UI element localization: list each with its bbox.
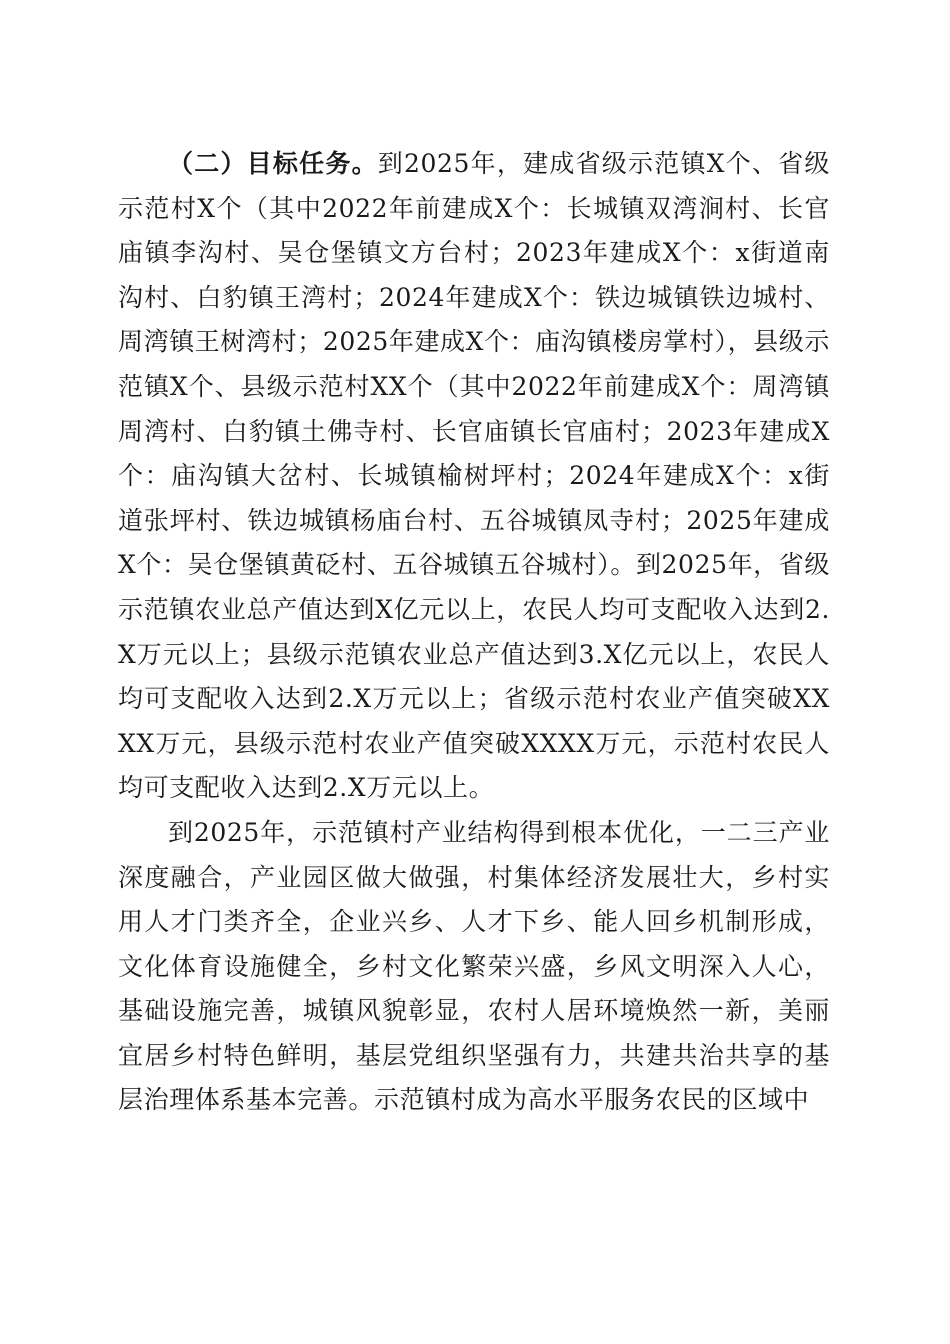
paragraph-goals-2025 (118, 811, 830, 1123)
paragraph-text: 到2025年，示范镇村产业结构得到根本优化，一二三产业深度融合，产业园区做大做强，村集体经济发展壮大，乡村实用人才门类齐全，企业兴乡、人才下乡、能人回乡机制形成，文化体育设施健全，乡村文化繁荣兴盛，乡风文明深入人心，基础设施完善，城镇风貌彰显，农村人居环境焕然一新，美丽宜居乡村特色鲜明，基层党组织坚强有力，共建共治共享的基层治理体系基本完善。示范镇村成为高水平服务农民的区域中 (118, 817, 830, 1115)
section-heading: （二）目标任务。 (168, 149, 378, 178)
paragraph-text: 到2025年，建成省级示范镇X个、省级示范村X个（其中2022年前建成X个：长城镇双湾涧村、长官庙镇李沟村、吴仓堡镇文方台村；2023年建成X个：x街道南沟村、白豹镇王湾村；2024年建成X个：铁边城镇铁边城村、周湾镇王树湾村；2025年建成X个：庙沟镇楼房掌村），县级示范镇X个、县级示范村XX个（其中2022年前建成X个：周湾镇周湾村、白豹镇土佛寺村、长官庙镇长官庙村；2023年建成X个：庙沟镇大岔村、长城镇榆树坪村；2024年建成X个：x街道张坪村、铁边城镇杨庙台村、五谷城镇凤寺村；2025年建成X个：吴仓堡镇黄砭村、五谷城镇五谷城村）。到2025年，省级示范镇农业总产值达到X亿元以上，农民人均可支配收入达到2.X万元以上；县级示范镇农业总产值达到3.X亿元以上，农民人均可支配收入达到2.X万元以上；省级示范村农业产值突破XXXX万元，县级示范村农业产值突破XXXX万元，示范村农民人均可支配收入达到2.X万元以上。 (118, 149, 830, 803)
document-page (118, 142, 830, 1123)
paragraph-target-tasks (118, 142, 830, 811)
